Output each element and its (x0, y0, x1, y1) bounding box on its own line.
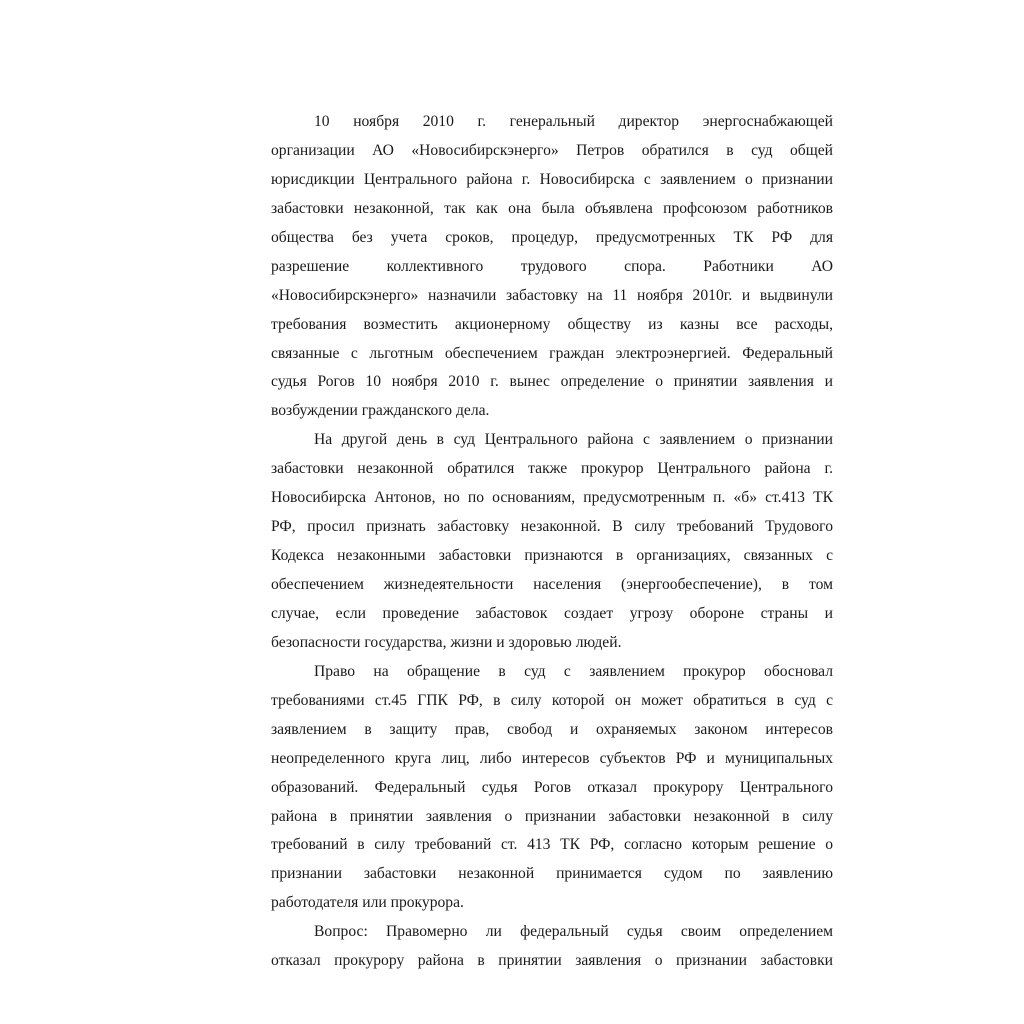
text-line: организации АО «Новосибирскэнерго» Петров обратился в суд общей (271, 141, 833, 159)
text-line: На другой день в суд Центрального района с заявлением о признании (314, 431, 833, 449)
text-line: «Новосибирскэнерго» назначили забастовку на 11 ноября 2010г. и выдвинули (271, 286, 833, 304)
text-line: общества без учета сроков, процедур, предусмотренных ТК РФ для (271, 228, 833, 246)
text-line: обеспечением жизнедеятельности населения (энергообеспечение), в том (271, 576, 833, 593)
text-line: района в принятии заявления о признании забастовки незаконной в силу (271, 807, 833, 825)
text-line: судья Рогов 10 ноября 2010 г. вынес определение о принятии заявления и (271, 373, 833, 391)
text-line: работодателя или прокурора. (271, 894, 464, 912)
paragraph (271, 426, 833, 658)
text-line: забастовки незаконной обратился также прокурор Центрального района г. (271, 460, 833, 478)
text-line: требования возместить акционерному обществу из казны все расходы, (271, 315, 833, 333)
text-line: требованиями ст.45 ГПК РФ, в силу которой он может обратиться в суд с (271, 691, 833, 709)
text-line: отказал прокурору района в принятии заявления о признании забастовки (271, 952, 833, 970)
text-line: возбуждении гражданского дела. (271, 402, 490, 420)
paragraph (271, 658, 833, 918)
text-line: образований. Федеральный судья Рогов отказал прокурору Центрального (271, 778, 833, 796)
text-line: забастовки незаконной, так как она была объявлена профсоюзом работников (271, 199, 833, 217)
text-line: 10 ноября 2010 г. генеральный директор энергоснабжающей (314, 113, 833, 130)
text-line: Новосибирска Антонов, но по основаниям, предусмотренным п. «б» ст.413 ТК (271, 489, 833, 507)
text-line: Вопрос: Правомерно ли федеральный судья своим определением (314, 923, 833, 941)
text-line: неопределенного круга лиц, либо интересов субъектов РФ и муниципальных (271, 749, 833, 767)
paragraph (271, 918, 833, 976)
text-line: признании забастовки незаконной принимается судом по заявлению (271, 865, 833, 883)
text-line: РФ, просил признать забастовку незаконной. В силу требований Трудового (271, 518, 833, 536)
text-line: требований в силу требований ст. 413 ТК РФ, согласно которым решение о (271, 836, 833, 854)
text-line: безопасности государства, жизни и здоровью людей. (271, 633, 622, 651)
text-line: Кодекса незаконными забастовки признаются в организациях, связанных с (271, 547, 833, 565)
text-line: Право на обращение в суд с заявлением прокурор обосновал (314, 662, 833, 680)
text-line: случае, если проведение забастовок создает угрозу обороне страны и (271, 604, 833, 622)
paragraph (271, 108, 833, 426)
text-line: заявлением в защиту прав, свобод и охраняемых законом интересов (271, 720, 833, 738)
text-line: юрисдикции Центрального района г. Новосибирска с заявлением о признании (271, 170, 833, 188)
document-page (271, 108, 833, 976)
text-line: связанные с льготным обеспечением граждан электроэнергией. Федеральный (271, 344, 833, 362)
text-line: разрешение коллективного трудового спора. Работники АО (271, 257, 833, 275)
